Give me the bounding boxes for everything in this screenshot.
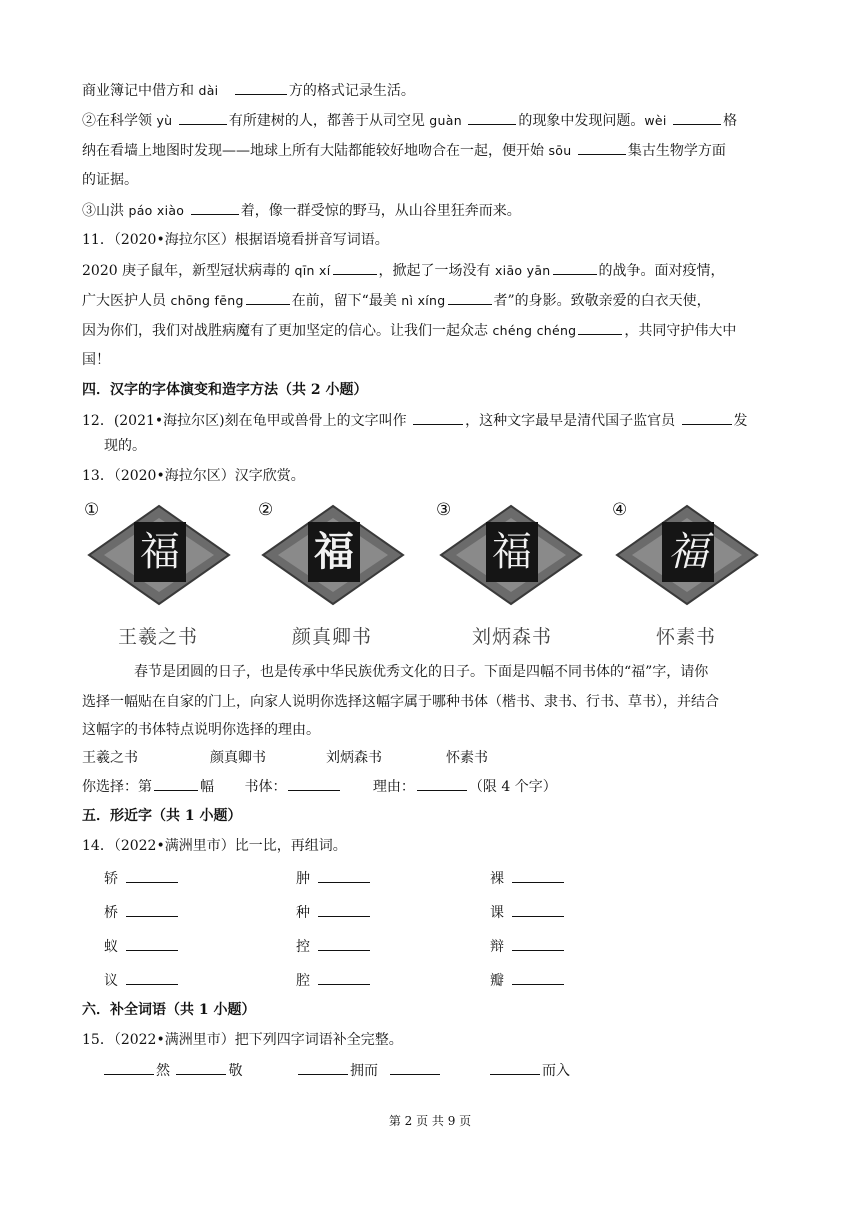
text: ，掀起了一场没有: [378, 263, 495, 279]
answer-blank[interactable]: [578, 140, 626, 155]
pinyin: páo xiào: [128, 203, 185, 218]
answer-blank[interactable]: [235, 80, 287, 95]
option-label: 王羲之书: [82, 750, 138, 766]
text: 理由：: [372, 779, 415, 795]
question-text: 14．（2022•满洲里市）比一比，再组词。: [82, 838, 347, 854]
char-item: [104, 868, 180, 889]
text: ，共同守护伟大中: [624, 323, 737, 339]
calligraphy-caption: 王羲之书: [117, 626, 198, 648]
paragraph-text: 选择一幅贴在自家的门上，向家人说明你选择这幅字属于哪种书体（楷书、隶书、行书、草书），并结合: [82, 694, 719, 710]
char: 瓣: [490, 973, 504, 989]
char-item: [490, 970, 566, 991]
text-line: [82, 170, 138, 190]
fu-character: 福: [662, 522, 714, 582]
text-line: [82, 350, 110, 370]
answer-blank[interactable]: [448, 290, 492, 305]
text-line: [82, 320, 736, 341]
answer-blank[interactable]: [179, 110, 227, 125]
text-line: [82, 720, 320, 740]
char: 轿: [104, 871, 118, 887]
image-number: ③: [436, 500, 452, 520]
char-item: [490, 902, 566, 923]
answer-blank[interactable]: [191, 200, 239, 215]
char: 课: [490, 905, 504, 921]
pinyin: qīn xí: [294, 263, 331, 278]
image-number: ②: [258, 500, 274, 520]
question-text: 现的。: [104, 438, 146, 454]
char: 腔: [296, 973, 310, 989]
section-heading: [82, 806, 242, 826]
answer-blank[interactable]: [246, 290, 290, 305]
answer-blank[interactable]: [298, 1060, 348, 1075]
answer-blank[interactable]: [512, 970, 564, 985]
text: 纳在看墙上地图时发现——地球上所有大陆都能较好地吻合在一起，便开始: [82, 143, 549, 159]
fu-character: 福: [486, 522, 538, 582]
pinyin: xiāo yān: [494, 263, 551, 278]
question-text: 13．（2020•海拉尔区）汉字欣赏。: [82, 468, 305, 484]
image-number: ①: [84, 500, 100, 520]
text-line: [82, 200, 521, 221]
answer-blank[interactable]: [673, 110, 721, 125]
pinyin: chéng chéng: [492, 323, 577, 338]
char: 桥: [104, 905, 118, 921]
char-item: [104, 970, 180, 991]
text-line: [82, 80, 415, 101]
text: ②在科学领: [82, 113, 157, 129]
text-line: [82, 290, 711, 311]
calligraphy-image-1: [84, 500, 234, 610]
char: 种: [296, 905, 310, 921]
char: 辩: [490, 939, 504, 955]
question-15: [82, 1030, 403, 1050]
answer-blank[interactable]: [318, 902, 370, 917]
text: 国！: [82, 352, 110, 368]
idiom-row: [488, 1060, 570, 1081]
answer-blank[interactable]: [578, 320, 622, 335]
pinyin: guàn: [429, 113, 462, 128]
pinyin: nì xíng: [401, 293, 446, 308]
question-text: ，这种文字最早是清代国子监官员: [465, 413, 680, 429]
char: 裸: [490, 871, 504, 887]
text: 的战争。面对疫情，: [598, 263, 725, 279]
text: 因为你们，我们对战胜病魔有了更加坚定的信心。让我们一起众志: [82, 323, 493, 339]
char-item: [296, 902, 372, 923]
question-text: 12．(2021•海拉尔区)刻在龟甲或兽骨上的文字叫作: [82, 413, 412, 429]
text-line: [82, 110, 737, 131]
question-text: 15．（2022•满洲里市）把下列四字词语补全完整。: [82, 1032, 403, 1048]
idiom-row: [296, 1060, 442, 1081]
calligraphy-image-3: [436, 500, 586, 610]
answer-blank[interactable]: [413, 410, 463, 425]
char-item: [490, 868, 566, 889]
calligraphy-image-2: [258, 500, 408, 610]
text: 着，像一群受惊的野马，从山谷里狂奔而来。: [240, 203, 521, 219]
answer-blank[interactable]: [512, 868, 564, 883]
char: 蚁: [104, 939, 118, 955]
answer-blank[interactable]: [512, 936, 564, 951]
char: 议: [104, 973, 118, 989]
pinyin: sōu: [548, 143, 572, 158]
text: 商业簿记中借方和: [82, 83, 199, 99]
text-line: [104, 436, 146, 456]
answer-blank[interactable]: [390, 1060, 440, 1075]
question-11: [82, 230, 389, 250]
fu-character: 福: [308, 522, 360, 582]
section-title: 四．汉字的字体演变和造字方法（共 2 小题）: [82, 382, 368, 398]
answer-blank[interactable]: [318, 970, 370, 985]
answer-blank[interactable]: [288, 776, 340, 791]
answer-blank[interactable]: [126, 902, 178, 917]
text: （限 4 个字）: [468, 779, 557, 795]
answer-blank[interactable]: [126, 936, 178, 951]
answer-blank[interactable]: [126, 868, 178, 883]
option-label: 刘炳森书: [326, 750, 382, 766]
option-label: 怀素书: [446, 750, 488, 766]
question-13: [82, 466, 305, 486]
calligraphy-caption: 怀素书: [655, 626, 716, 648]
answer-blank[interactable]: [468, 110, 516, 125]
text: 幅: [200, 779, 214, 795]
pinyin: wèi: [644, 113, 667, 128]
text: ③山洪: [82, 203, 129, 219]
pinyin: yù: [156, 113, 173, 128]
pinyin: chōng fēng: [170, 293, 244, 308]
image-number: ④: [612, 500, 628, 520]
text-line: [82, 260, 725, 281]
text: 书体：: [244, 779, 287, 795]
text: 者”的身影。致敬亲爱的白衣天使，: [493, 293, 711, 309]
char-item: [104, 902, 180, 923]
text: 敬: [228, 1063, 243, 1079]
section-heading: [82, 380, 368, 400]
answer-blank[interactable]: [104, 1060, 154, 1075]
answer-blank[interactable]: [333, 260, 377, 275]
section-title: 六．补全词语（共 1 小题）: [82, 1002, 256, 1018]
text-line: [82, 692, 719, 712]
answer-blank[interactable]: [682, 410, 732, 425]
text: 的现象中发现问题。: [518, 113, 645, 129]
char-item: [296, 970, 372, 991]
question-text: 发: [733, 413, 748, 429]
text-line: [134, 662, 708, 682]
char: 控: [296, 939, 310, 955]
answer-blank[interactable]: [176, 1060, 226, 1075]
answer-blank[interactable]: [512, 902, 564, 917]
idiom-row: [102, 1060, 242, 1081]
text: 方的格式记录生活。: [288, 83, 415, 99]
char-item: [296, 868, 372, 889]
answer-blank[interactable]: [417, 776, 467, 791]
question-14: [82, 836, 347, 856]
question-text: 11．（2020•海拉尔区）根据语境看拼音写词语。: [82, 232, 389, 248]
text: 而入: [542, 1063, 570, 1079]
char-item: [490, 936, 566, 957]
page-footer: 第 2 页 共 9 页: [388, 1114, 472, 1128]
text: 的证据。: [82, 172, 138, 188]
section-title: 五．形近字（共 1 小题）: [82, 808, 242, 824]
answer-blank[interactable]: [154, 776, 198, 791]
text: 拥而: [350, 1063, 378, 1079]
text-line: [82, 140, 726, 161]
fu-character: 福: [134, 522, 186, 582]
char-item: [296, 936, 372, 957]
answer-blank[interactable]: [318, 868, 370, 883]
text: 在前，留下“最美: [291, 293, 402, 309]
text: 格: [723, 113, 738, 129]
text: 你选择：第: [82, 779, 152, 795]
text: 然: [156, 1063, 170, 1079]
answer-blank[interactable]: [490, 1060, 540, 1075]
text: 2020 庚子鼠年，新型冠状病毒的: [82, 263, 295, 279]
text: 有所建树的人，都善于从司空见: [228, 113, 430, 129]
char: 肿: [296, 871, 310, 887]
answer-blank[interactable]: [553, 260, 597, 275]
calligraphy-image-4: [612, 500, 762, 610]
pinyin: dài: [198, 83, 219, 98]
answer-blank[interactable]: [318, 936, 370, 951]
section-heading: [82, 1000, 256, 1020]
paragraph-text: 这幅字的书体特点说明你选择的理由。: [82, 722, 320, 738]
option-label: 颜真卿书: [210, 750, 266, 766]
paragraph-text: 春节是团圆的日子，也是传承中华民族优秀文化的日子。下面是四幅不同书体的“福”字，请你: [134, 664, 709, 680]
calligraphy-caption: 颜真卿书: [291, 626, 372, 648]
text: 广大医护人员: [82, 293, 171, 309]
answer-line: [82, 776, 557, 797]
text: 集古生物学方面: [627, 143, 726, 159]
question-12: [82, 410, 748, 431]
answer-blank[interactable]: [126, 970, 178, 985]
calligraphy-caption: 刘炳森书: [471, 626, 552, 648]
char-item: [104, 936, 180, 957]
